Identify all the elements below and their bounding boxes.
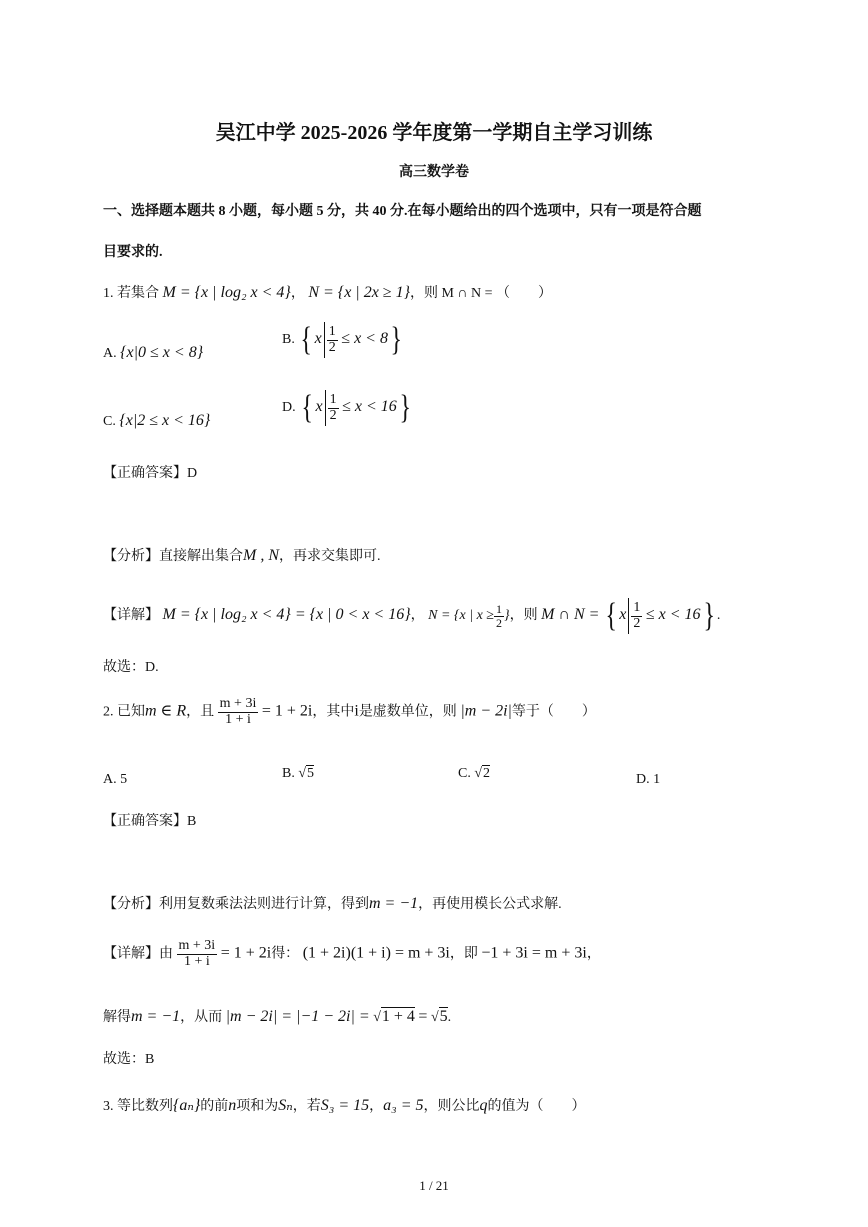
document-title: 吴江中学 2025-2026 学年度第一学期自主学习训练: [215, 122, 653, 144]
q2-choose: 故选：B: [103, 1052, 155, 1067]
q1-choose: 故选：D.: [103, 660, 159, 675]
question-3-stem: 3. 等比数列{aₙ}的前n项和为Sₙ，若S₃ = 15，a₃ = 5，则公比q的值为（ ）: [103, 1097, 586, 1114]
q2-detail: 【详解】由 $\frac{m + 3i}{1 + i}$ = 1 + 2i得： (1 + 2i)(1 + i) = m + 3i，即 −1 + 3i = m + 3i，: [103, 938, 601, 969]
q1-option-c: C. {x|2 ≤ x < 16}: [103, 412, 211, 429]
question-2-stem: 2. 已知m ∈ R，且 $\frac{m + 3i}{1 + i}$ = 1 + 2i，其中i是虚数单位，则 |m − 2i|等于（ ）: [103, 696, 596, 727]
q1-option-b: B. { x $\frac{1}{2}$ ≤ x < 8}: [282, 321, 402, 358]
q2-answer: 【正确答案】B: [103, 814, 197, 829]
q1-option-a: A. {x|0 ≤ x < 8}: [103, 344, 204, 361]
q2-option-d: D. 1: [636, 772, 661, 787]
q1-option-d: D. { x $\frac{1}{2}$ ≤ x < 16}: [282, 389, 411, 426]
q2-option-c: C. √2: [458, 766, 491, 781]
q2-option-b: B. √5: [282, 766, 315, 781]
document-subtitle: 高三数学卷: [399, 165, 469, 180]
q2-analysis: 【分析】利用复数乘法法则进行计算，得到m = −1，再使用模长公式求解.: [103, 895, 562, 912]
q1-answer: 【正确答案】D: [103, 466, 198, 481]
section-heading-line2: 目要求的.: [103, 245, 163, 260]
question-1-stem: 1. 若集合 M = {x | log₂ x < 4}， N = {x | 2x ≥ 1}，则 M ∩ N = （ ）: [103, 284, 553, 301]
q2-solve: 解得m = −1，从而 |m − 2i| = |−1 − 2i| = √1 + 4 = √5.: [103, 1008, 452, 1025]
page-number: 1 / 21: [419, 1178, 449, 1193]
q1-analysis: 【分析】直接解出集合M , N，再求交集即可.: [103, 547, 381, 564]
section-heading-line1: 一、选择题本题共 8 小题，每小题 5 分，共 40 分.在每小题给出的四个选项中，只有一项是符合题: [103, 204, 702, 219]
q1-detail: 【详解】 M = {x | log₂ x < 4} = {x | 0 < x < 16}， N = {x | x ≥ $\frac{1}{2}$ }，则 M ∩ N = { x $\frac{1}{2}$ ≤ x < 16} .: [103, 597, 721, 634]
q2-option-a: A. 5: [103, 772, 128, 787]
